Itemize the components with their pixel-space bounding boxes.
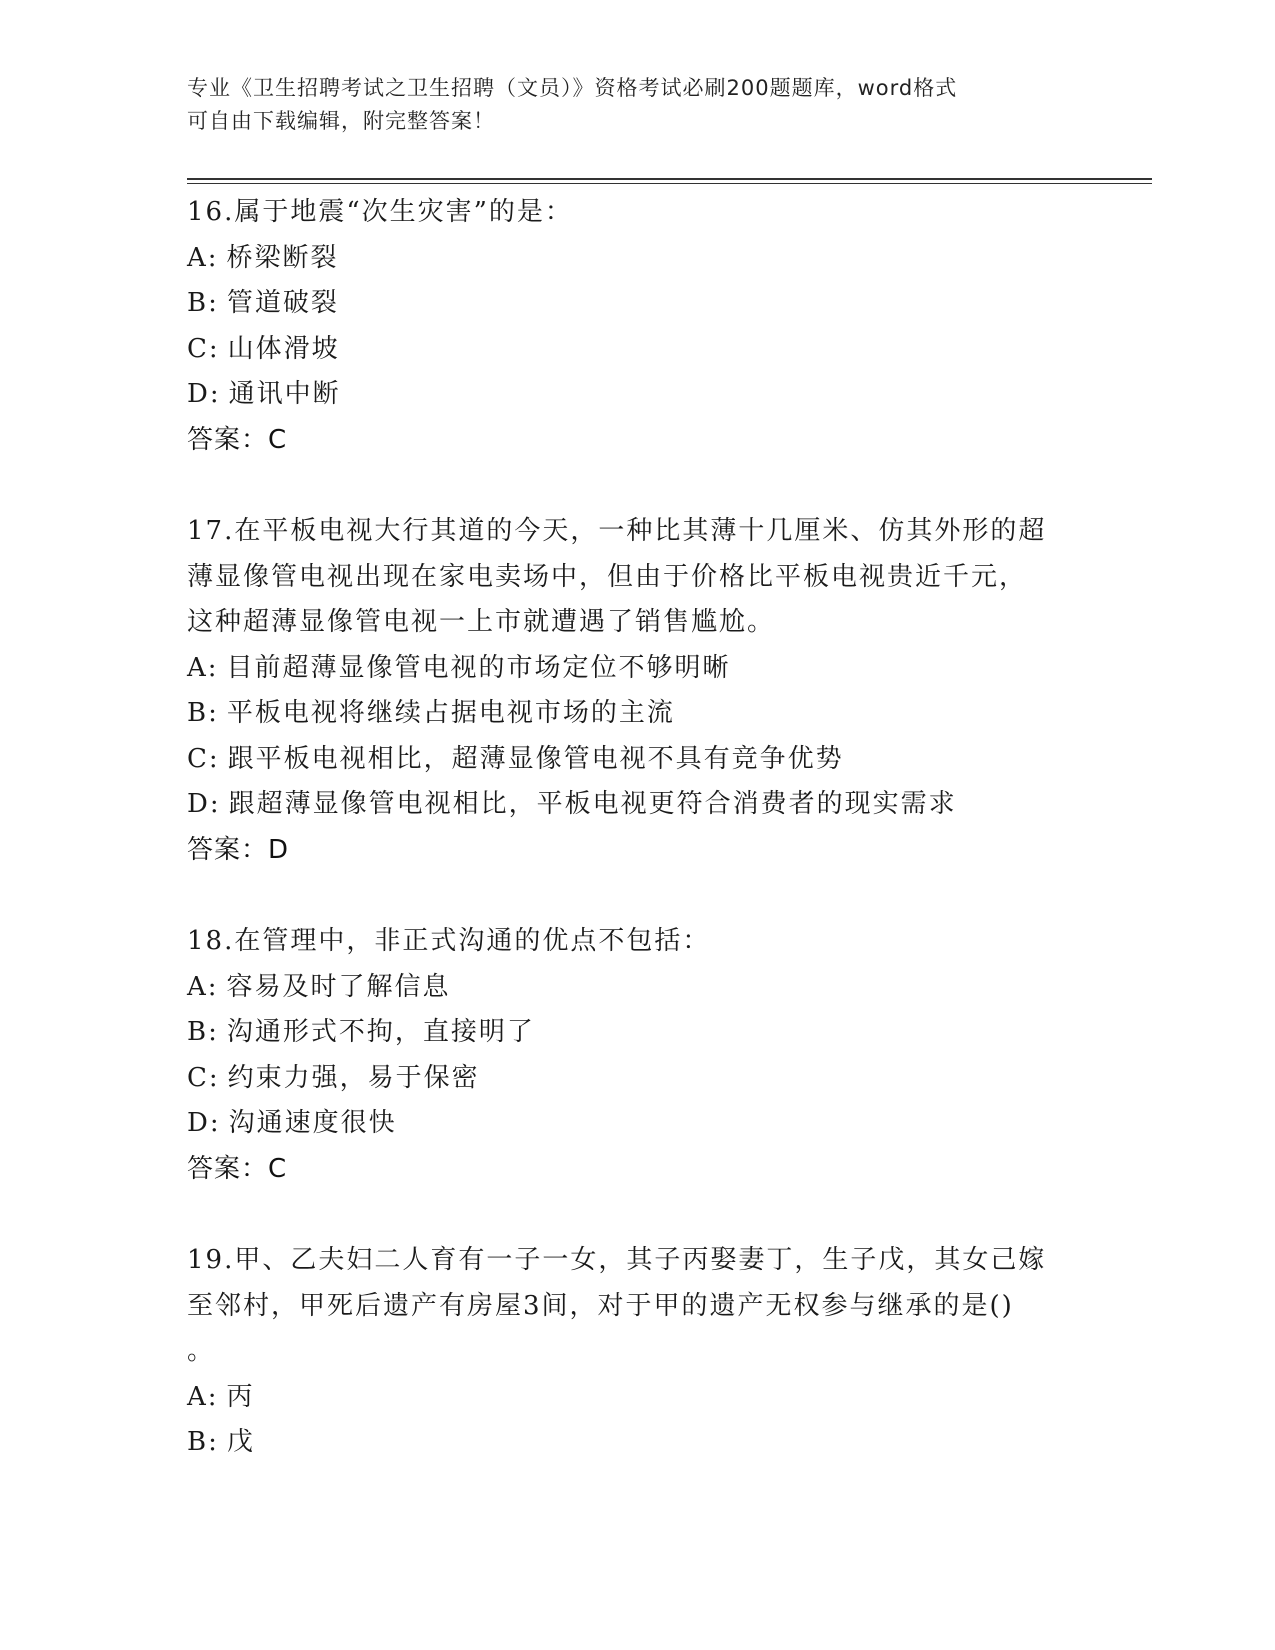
option-d <box>187 1101 1087 1147</box>
option-text: 跟平板电视相比，超薄显像管电视不具有竞争优势 <box>227 743 844 774</box>
option-text: 戊 <box>226 1427 255 1457</box>
header-line-2: 可自由下载编辑，附完整答案！ <box>187 109 495 133</box>
answer-line: 答案：D <box>187 834 290 865</box>
option-a <box>187 236 1087 282</box>
question-18 <box>187 919 1087 1192</box>
option-key: C: <box>187 743 220 774</box>
question-stem: 薄显像管电视出现在家电卖场中，但由于价格比平板电视贵近千元， <box>187 561 1028 592</box>
question-16 <box>187 190 1087 463</box>
option-text: 平板电视将继续占据电视市场的主流 <box>226 698 675 728</box>
option-a <box>187 965 1087 1011</box>
option-text: 沟通速度很快 <box>228 1108 397 1138</box>
option-c <box>187 327 1087 373</box>
option-a <box>187 1375 1087 1421</box>
answer-line: 答案：C <box>187 424 288 455</box>
question-stem: 至邻村，甲死后遗产有房屋3间，对于甲的遗产无权参与继承的是() <box>187 1290 1014 1321</box>
question-stem: 19.甲、乙夫妇二人育有一子一女，其子丙娶妻丁，生子戊，其女己嫁 <box>187 1245 1047 1275</box>
option-b <box>187 1010 1087 1056</box>
question-stem: 18.在管理中，非正式沟通的优点不包括： <box>187 926 711 956</box>
option-key: A: <box>187 652 219 683</box>
question-19 <box>187 1238 1087 1466</box>
option-c <box>187 1056 1087 1102</box>
question-stem: 16.属于地震“次生灾害”的是： <box>187 197 573 227</box>
header-divider-thin <box>187 183 1152 184</box>
option-text: 管道破裂 <box>226 288 339 318</box>
option-c <box>187 737 1087 783</box>
option-text: 桥梁断裂 <box>226 242 339 273</box>
option-key: B: <box>187 698 219 728</box>
option-key: D: <box>187 379 221 409</box>
option-key: A: <box>187 242 219 273</box>
option-a <box>187 646 1087 692</box>
question-stem: 17.在平板电视大行其道的今天，一种比其薄十几厘米、仿其外形的超 <box>187 516 1047 546</box>
option-key: C: <box>187 1062 220 1093</box>
option-text: 跟超薄显像管电视相比，平板电视更符合消费者的现实需求 <box>228 789 957 819</box>
option-text: 约束力强，易于保密 <box>227 1062 480 1093</box>
option-key: D: <box>187 1108 221 1138</box>
option-text: 通讯中断 <box>228 379 341 409</box>
option-key: B: <box>187 1017 219 1047</box>
option-key: C: <box>187 333 220 364</box>
question-list <box>187 190 1087 1466</box>
question-stem: 。 <box>187 1336 216 1366</box>
option-text: 丙 <box>226 1381 255 1412</box>
question-17 <box>187 509 1087 873</box>
option-text: 目前超薄显像管电视的市场定位不够明晰 <box>226 652 731 683</box>
option-key: B: <box>187 1427 219 1457</box>
option-b <box>187 691 1087 737</box>
option-key: A: <box>187 971 219 1002</box>
header-line-1: 专业《卫生招聘考试之卫生招聘（文员）》资格考试必刷200题题库，word格式 <box>187 76 958 100</box>
option-key: D: <box>187 789 221 819</box>
answer-line: 答案：C <box>187 1153 288 1184</box>
option-key: A: <box>187 1381 219 1412</box>
option-text: 山体滑坡 <box>227 333 340 364</box>
option-text: 沟通形式不拘，直接明了 <box>226 1017 535 1047</box>
question-stem: 这种超薄显像管电视一上市就遭遇了销售尴尬。 <box>187 607 776 637</box>
document-header <box>187 72 1067 138</box>
option-d <box>187 372 1087 418</box>
option-key: B: <box>187 288 219 318</box>
option-b <box>187 281 1087 327</box>
option-text: 容易及时了解信息 <box>226 971 451 1002</box>
option-d <box>187 782 1087 828</box>
header-divider-thick <box>187 178 1152 180</box>
option-b <box>187 1420 1087 1466</box>
